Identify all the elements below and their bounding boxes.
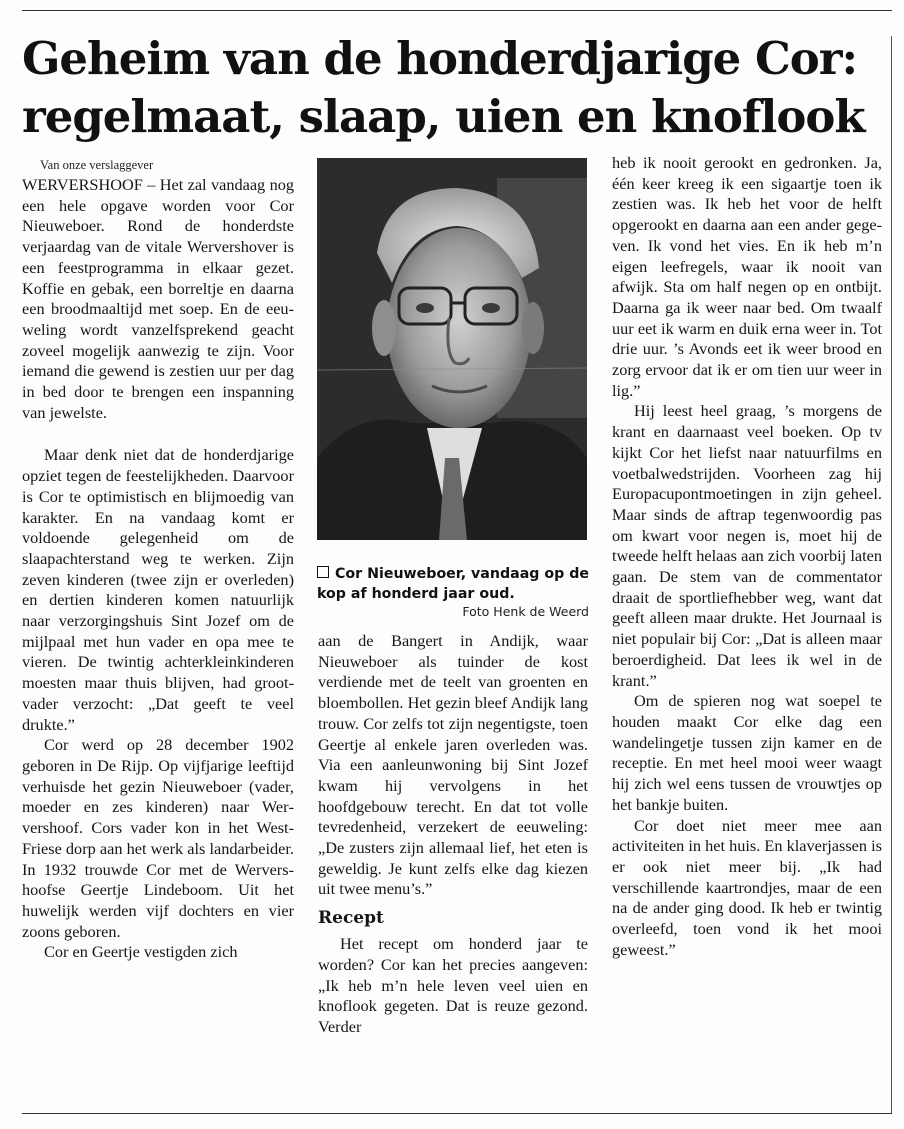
column-1 bbox=[22, 175, 294, 963]
bottom-rule bbox=[22, 1113, 892, 1114]
caption-square-icon bbox=[317, 566, 329, 578]
paragraph: Cor en Geertje vestigden zich bbox=[44, 942, 238, 962]
photo-caption bbox=[317, 564, 589, 604]
paragraph: Hij leest heel graag, ’s morgens de krant en daarnaast veel boeken. Op tv kijkt Cor het liefst naar natuurfilms en voetbalwedstrijden. Voorheen zag hij Europacupontmoetingen in zijn geheel. Maar sinds de aftrap tegenwoordig pas om kwart voor negen is, moet hij de tweede helft helaas aan zich voorbij laten gaan. De stem van de commentator draait de sportliefhebber weg, want dat geeft alleen maar drukte. Het Journaal is niet populair bij Cor: „Dat is alleen maar beroerdigheid. Dat lees ik wel in de krant.” bbox=[612, 401, 882, 690]
column-3 bbox=[612, 153, 882, 960]
paragraph: Het recept om honderd jaar te worden? Cor kan het precies aangeven: „Ik heb m’n hele leven veel uien en knoflook gegeten. Dat is reuze gezond. Verder bbox=[318, 934, 588, 1036]
paragraph: Maar denk niet dat de honderdjarige opziet tegen de feestelijkheden. Daarvoor is Cor te optimistisch en blijmoedig van karakter. En na vandaag komt er voldoende gelegenheid om de slaapachterstand weg te werken. Zijn zeven kinderen (twee zijn er overleden) en dertien kinderen komen natuurlijk naar verzorgingshuis Sint Jozef om de mijlpaal met hun vader en opa mee te vieren. De twintig achterkleinkinderen moesten maar thuis blijven, had grootvader verzocht: „Dat geeft te veel drukte.” bbox=[22, 445, 294, 734]
column-2 bbox=[318, 631, 588, 1038]
headline-line-2: regelmaat, slaap, uien en knoflook bbox=[22, 90, 865, 143]
portrait-illustration bbox=[317, 158, 587, 540]
paragraph-intro: WERVERSHOOF – Het zal vandaag nog een hele opgave worden voor Cor Nieuweboer. Rond de honderdste verjaardag van de vitale Wervershover is een feestprogramma in elkaar gezet. Koffie en gebak, een borreltje en daarna een broodmaaltijd met soep. En de eeuweling wordt vanzelfsprekend geacht zoveel mogelijk aanwezig te zijn. Voor iemand die gewend is zestien uur per dag in bed door te brengen een inspanning van jewelste. bbox=[22, 175, 294, 422]
subheading: Recept bbox=[318, 908, 384, 929]
paragraph: aan de Bangert in Andijk, waar Nieuweboer als tuinder de kost verdiende met de teelt van groenten en bloembollen. Het gezin bleef Andijk lang trouw. Cor zelfs tot zijn negentigste, toen Geertje al enkele jaren overleden was. Via een aanleunwoning bij Sint Jozef kwam hij vervolgens in het hoofdgebouw terecht. En dat tot volle tevredenheid, verzekert de eeuweling: „De zusters zijn allemaal lief, het eten is geweldig. Je kunt zelfs elke dag kiezen uit twee menu’s.” bbox=[318, 631, 588, 899]
byline: Van onze verslaggever bbox=[40, 158, 154, 172]
photo-caption-text: Cor Nieuweboer, vandaag op de kop af honderd jaar oud. bbox=[317, 566, 589, 602]
paragraph: Cor werd op 28 december 1902 geboren in De Rijp. Op vijfjarige leeftijd verhuisde het gezin Nieuweboer (vader, moeder en zes kinderen) naar Wervershoof. Cors vader kon in het West-Friese dorp aan het werk als landarbeider. In 1932 trouwde Cor met de Wervershoofse Geertje Lindeboom. Uit het huwelijk werden vijf dochters en vier zoons geboren. bbox=[22, 735, 294, 941]
paragraph: Cor doet niet meer mee aan activiteiten in het huis. En klaverjassen is er ook niet meer bij. „Ik had verschillende kaartrondjes, maar de een na de ander ging dood. Ik heb er twintig overleefd, toen vond ik het mooi geweest.” bbox=[612, 815, 882, 959]
photo-credit: Foto Henk de Weerd bbox=[462, 604, 589, 619]
right-column-rule bbox=[891, 36, 892, 1113]
portrait-photo bbox=[317, 158, 587, 540]
headline bbox=[22, 30, 882, 146]
paragraph: Om de spieren nog wat soepel te houden maakt Cor elke dag een wandelingetje tussen zijn kamer en de receptie. En met heel mooi weer waagt hij zich wel eens tussen de vrouwtjes op het bankje buiten. bbox=[612, 691, 882, 814]
paragraph: heb ik nooit gerookt en gedronken. Ja, één keer kreeg ik een sigaartje toen ik zestien was. Ik heb het voor de helft opgerookt en daarna aan een ander gegeven. Ik vond het vies. En ik heb m’n eigen leefregels, waar ik nooit van afwijk. Sta om half negen op en ontbijt. Daarna ga ik weer naar bed. Om twaalf uur eet ik warm en duik erna weer in. Tot drie uur. ’s Avonds eet ik weer brood en zorg ervoor dat ik er om tien uur weer in lig.” bbox=[612, 153, 882, 400]
top-rule bbox=[22, 10, 892, 11]
headline-line-1: Geheim van de honderdjarige Cor: bbox=[22, 32, 858, 85]
